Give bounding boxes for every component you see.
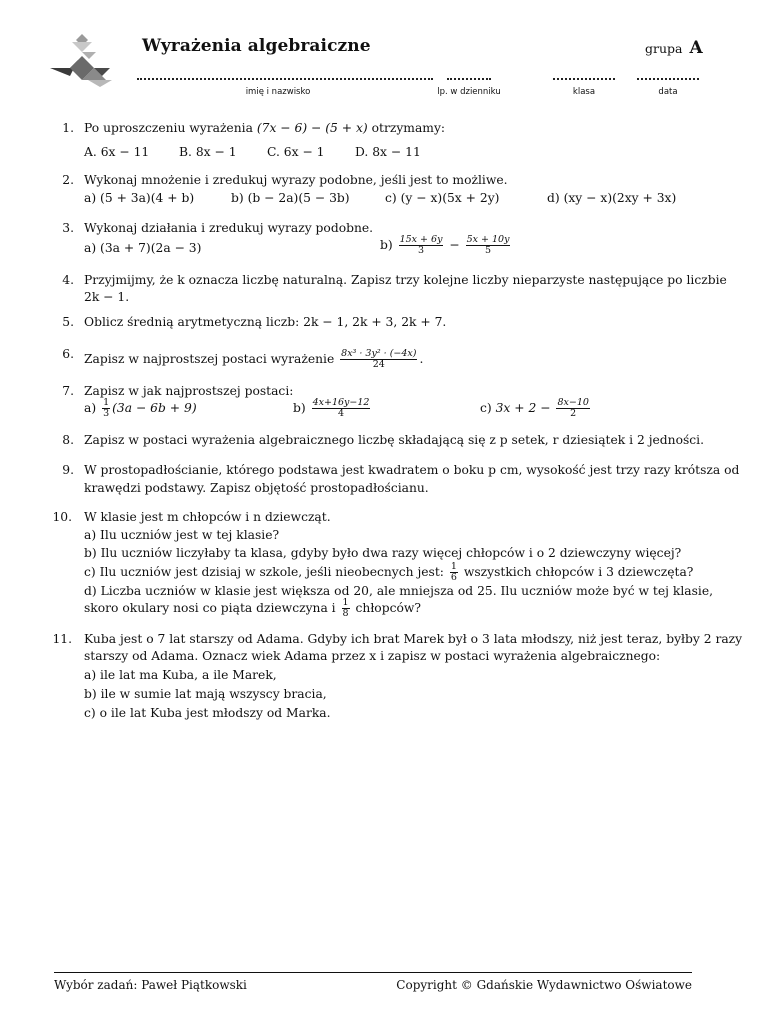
name-field-label: imię i nazwisko <box>245 87 311 97</box>
task-text-part: Po uproszczeniu wyrażenia <box>84 121 253 135</box>
fraction <box>342 598 350 619</box>
numerator: 8x³ · 3y² · (−4x) <box>341 348 417 359</box>
tangram-logo-icon <box>48 32 116 88</box>
task-number: 7. <box>62 384 74 398</box>
answer-b[interactable]: B. 8x − 1 <box>179 145 237 159</box>
subtask-c: c) (y − x)(5x + 2y) <box>385 191 500 205</box>
task-number: 5. <box>62 315 74 329</box>
subtask-text-part: wszystkich chłopców i 3 dziewczęta? <box>463 565 694 579</box>
subtask-a: a) Ilu uczniów jest w tej klasie? <box>84 528 280 542</box>
numerator: 1 <box>103 397 110 408</box>
subtask-a: a) (3a + 7)(2a − 3) <box>84 241 202 255</box>
task-text-line-2: 2k − 1. <box>84 290 130 304</box>
number-field-label: lp. w dzienniku <box>437 87 501 97</box>
task-text-line-1: W prostopadłościanie, którego podstawa jest kwadratem o boku p cm, wysokość jest trzy razy krótsza od <box>84 463 740 477</box>
class-field-line[interactable] <box>553 75 615 80</box>
denominator: 3 <box>418 245 425 256</box>
task-text: Wykonaj działania i zredukuj wyrazy podobne. <box>84 221 374 235</box>
task-text: Oblicz średnią arytmetyczną liczb: 2k − 1, 2k + 3, 2k + 7. <box>84 315 447 329</box>
denominator: 24 <box>372 359 385 370</box>
task-text-line-1: Przyjmijmy, że k oznacza liczbę naturalną. Zapisz trzy kolejne liczby nieparzyste następujące po liczbie <box>84 273 727 287</box>
date-field-label: data <box>658 87 678 97</box>
footer-divider <box>54 972 692 973</box>
task-text-part: otrzymamy: <box>371 121 446 135</box>
numerator: 4x+16y−12 <box>312 397 370 408</box>
numerator: 5x + 10y <box>466 234 510 245</box>
subtask-label: b) <box>380 238 393 252</box>
subtask-label: c) <box>480 401 492 415</box>
task-text-part: Zapisz w najprostszej postaci wyrażenie <box>84 352 335 366</box>
subtask-c: c) o ile lat Kuba jest młodszy od Marka. <box>84 706 331 720</box>
task-number: 8. <box>62 433 74 447</box>
subtask-a <box>84 398 197 419</box>
task-text-part: . <box>419 352 424 366</box>
subtask-b <box>293 398 372 419</box>
group-label: grupa <box>645 41 683 56</box>
denominator: 4 <box>338 408 345 419</box>
denominator: 6 <box>450 572 457 583</box>
numerator: 8x−10 <box>557 397 589 408</box>
expression: (3a − 6b + 9) <box>112 401 197 415</box>
name-field-line[interactable] <box>137 75 433 80</box>
subtask-d-line-2 <box>84 598 421 619</box>
task-number: 1. <box>62 121 74 135</box>
number-field-line[interactable] <box>447 75 491 80</box>
subtask-c <box>480 398 592 419</box>
date-field-line[interactable] <box>637 75 699 80</box>
task-text <box>84 119 445 137</box>
denominator: 8 <box>342 608 349 619</box>
answer-d[interactable]: D. 8x − 11 <box>355 145 421 159</box>
subtask-a: a) (5 + 3a)(4 + b) <box>84 191 195 205</box>
task-number: 11. <box>52 632 72 646</box>
task-text: Wykonaj mnożenie i zredukuj wyrazy podobne, jeśli jest to możliwe. <box>84 173 508 187</box>
subtask-text-part: chłopców? <box>355 601 421 615</box>
subtask-label: b) <box>293 401 306 415</box>
task-number: 2. <box>62 173 74 187</box>
subtask-text-part: c) Ilu uczniów jest dzisiaj w szkole, jeśli nieobecnych jest: <box>84 565 444 579</box>
task-text-line-2: starszy od Adama. Oznacz wiek Adama przez x i zapisz w postaci wyrażenia algebraicznego: <box>84 649 661 663</box>
expression: 3x + 2 − <box>495 401 551 415</box>
subtask-a: a) ile lat ma Kuba, a ile Marek, <box>84 668 277 682</box>
task-text: Zapisz w jak najprostszej postaci: <box>84 384 294 398</box>
subtask-b: b) ile w sumie lat mają wszyscy bracia, <box>84 687 327 701</box>
footer-copyright: Copyright © Gdańskie Wydawnictwo Oświatowe <box>396 978 692 992</box>
task-number: 6. <box>62 347 74 361</box>
denominator: 2 <box>570 408 577 419</box>
subtask-b: b) Ilu uczniów liczyłaby ta klasa, gdyby było dwa razy więcej chłopców i o 2 dziewczyny więcej? <box>84 546 682 560</box>
task-text: W klasie jest m chłopców i n dziewcząt. <box>84 510 331 524</box>
numerator: 1 <box>342 597 349 608</box>
class-field-label: klasa <box>572 87 596 97</box>
task-number: 4. <box>62 273 74 287</box>
subtask-d: d) (xy − x)(2xy + 3x) <box>547 191 677 205</box>
numerator: 1 <box>450 561 457 572</box>
fraction <box>312 398 371 419</box>
worksheet-title: Wyrażenia algebraiczne <box>142 36 371 56</box>
group-indicator <box>645 38 703 58</box>
task-number: 10. <box>52 510 72 524</box>
footer-author: Wybór zadań: Paweł Piątkowski <box>54 978 247 992</box>
fraction <box>556 398 589 419</box>
subtask-label: a) <box>84 401 97 415</box>
subtask-c <box>84 562 693 583</box>
subtask-text-part: skoro okulary nosi co piąta dziewczyna i <box>84 601 336 615</box>
subtask-b <box>380 235 512 256</box>
task-text <box>84 349 423 370</box>
fraction <box>399 235 444 256</box>
answer-c[interactable]: C. 6x − 1 <box>267 145 325 159</box>
task-expression: (7x − 6) − (5 + x) <box>256 121 368 135</box>
subtask-b: b) (b − 2a)(5 − 3b) <box>231 191 350 205</box>
task-text-line-2: krawędzi podstawy. Zapisz objętość prostopadłościanu. <box>84 481 429 495</box>
fraction <box>102 398 110 419</box>
denominator: 5 <box>485 245 492 256</box>
numerator: 15x + 6y <box>399 234 443 245</box>
fraction <box>466 235 511 256</box>
task-number: 3. <box>62 221 74 235</box>
fraction <box>340 349 417 370</box>
task-number: 9. <box>62 463 74 477</box>
operator: − <box>449 238 460 252</box>
denominator: 3 <box>103 408 110 419</box>
subtask-d-line-1: d) Liczba uczniów w klasie jest większa od 20, ale mniejsza od 25. Ilu uczniów może być w tej klasie, <box>84 584 714 598</box>
task-text: Zapisz w postaci wyrażenia algebraicznego liczbę składającą się z p setek, r dziesiątek i 2 jedności. <box>84 433 705 447</box>
fraction <box>450 562 458 583</box>
answer-a[interactable]: A. 6x − 11 <box>84 145 150 159</box>
task-text-line-1: Kuba jest o 7 lat starszy od Adama. Gdyby ich brat Marek był o 3 lata młodszy, niż jest teraz, byłby 2 razy <box>84 632 743 646</box>
group-letter: A <box>689 38 703 58</box>
